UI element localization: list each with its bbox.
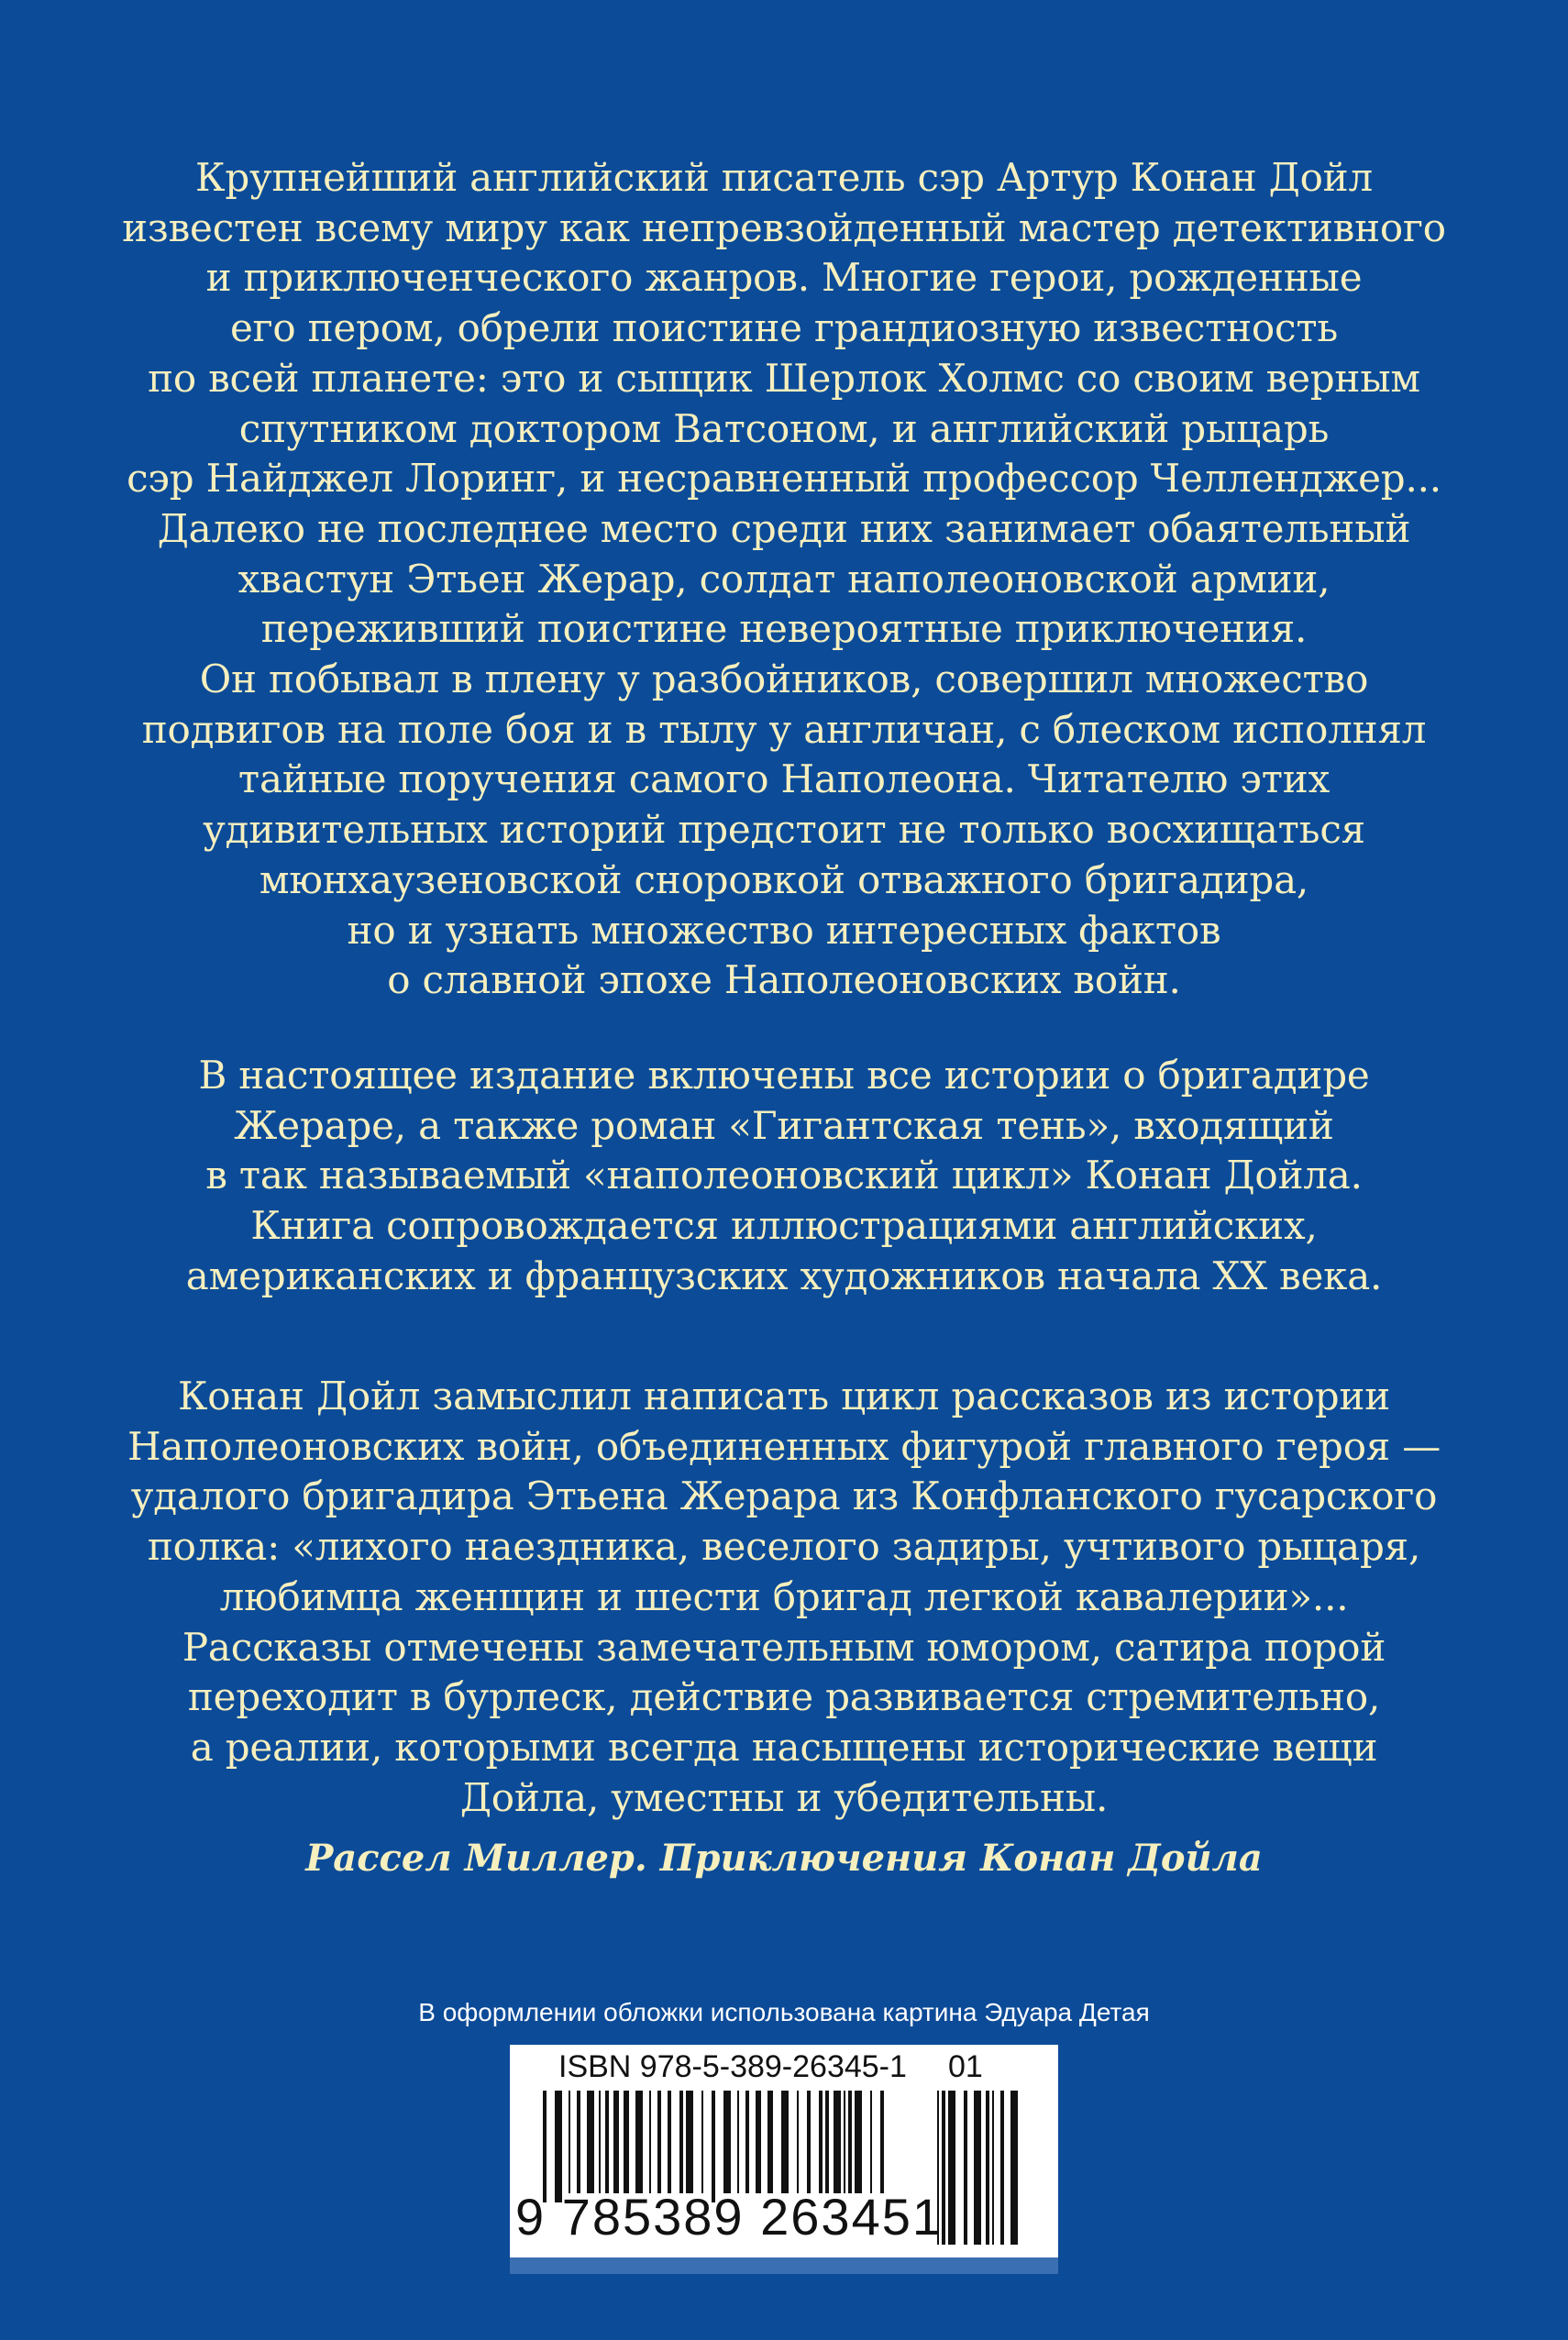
text-line: Наполеоновских войн, объединенных фигурой главного героя — (127, 1423, 1441, 1469)
text-line: полка: «лихого наездника, веселого задиры, учтивого рыцаря, (147, 1524, 1421, 1570)
text-line: Конан Дойл замыслил написать цикл рассказов из истории (177, 1374, 1391, 1418)
text-line: В настоящее издание включены все истории о бригадире (198, 1053, 1370, 1098)
text-line: Далеко не последнее место среди них занимает обаятельный (157, 505, 1411, 551)
text-line: мюнхаузеновской сноровкой отважного бригадира, (259, 856, 1309, 902)
quote-paragraph (0, 1372, 1568, 1823)
text-line: и приключенческого жанров. Многие герои, рожденные (205, 255, 1363, 301)
text-line: удивительных историй предстоит не только восхищаться (203, 807, 1365, 853)
description-paragraph-2 (0, 1051, 1568, 1302)
isbn-addon-number: 01 (948, 2049, 983, 2084)
barcode-bar (1000, 2091, 1004, 2245)
text-line: хвастун Этьен Жерар, солдат наполеоновской армии, (237, 556, 1331, 602)
barcode-bar (964, 2091, 967, 2245)
text-line: по всей планете: это и сыщик Шерлок Холмс со своим верным (148, 355, 1420, 401)
text-line: тайные поручения самого Наполеона. Читателю этих (237, 756, 1331, 802)
text-line: любимца женщин и шести бригад легкой кавалерии»... (219, 1573, 1349, 1619)
text-line: Дойла, уместны и убедительны. (459, 1774, 1109, 1820)
barcode-bar (1010, 2091, 1018, 2245)
isbn-label: ISBN 978-5-389-26345-1 (558, 2049, 907, 2084)
text-line: спутником доктором Ватсоном, и английский рыцарь (238, 405, 1330, 451)
text-line: американских и французских художников начала XX века. (185, 1253, 1383, 1298)
barcode-bar (992, 2091, 994, 2245)
isbn-barcode (510, 2045, 1058, 2257)
description-paragraph-1 (0, 153, 1568, 1006)
text-line: известен всему миру как непревзойденный мастер детективного (122, 204, 1446, 250)
text-line: Жераре, а также роман «Гигантская тень», входящий (234, 1102, 1334, 1148)
ean-digits: 9 785389 263451 (515, 2188, 943, 2246)
text-line: переживший поистине невероятные приключения. (260, 606, 1308, 652)
text-line: подвигов на поле боя и в тылу у англичан, с блеском исполнял (141, 706, 1427, 752)
text-line: а реалии, которыми всегда насыщены исторические вещи (190, 1724, 1378, 1770)
text-line: удалого бригадира Этьена Жерара из Конфланского гусарского (130, 1474, 1438, 1519)
text-line: но и узнать множество интересных фактов (347, 907, 1221, 953)
text-line: Книга сопровождается иллюстрациями английских, (250, 1203, 1318, 1249)
quote-attribution: Рассел Миллер. Приключения Конан Дойла (305, 1837, 1263, 1880)
text-line: сэр Найджел Лоринг, и несравненный профессор Челленджер... (127, 456, 1441, 502)
text-line: в так называемый «наполеоновский цикл» Конан Дойла. (205, 1153, 1363, 1198)
text-line: Он побывал в плену у разбойников, совершил множество (199, 657, 1369, 702)
barcode-bar (974, 2091, 981, 2245)
text-line: Крупнейший английский писатель сэр Артур Конан Дойл (195, 155, 1373, 200)
cover-art-credit: В оформлении обложки использована картина Эдуара Детая (418, 1998, 1150, 2026)
barcode-bar (986, 2091, 989, 2245)
text-line: о славной эпохе Наполеоновских войн. (387, 957, 1181, 1003)
text-line: его пером, обрели поистине грандиозную известность (229, 305, 1339, 351)
text-line: переходит в бурлеск, действие развивается стремительно, (187, 1674, 1381, 1720)
barcode-bar (948, 2091, 955, 2245)
barcode-underline-strip (510, 2257, 1058, 2274)
text-line: Рассказы отмечены замечательным юмором, сатира порой (182, 1624, 1386, 1670)
